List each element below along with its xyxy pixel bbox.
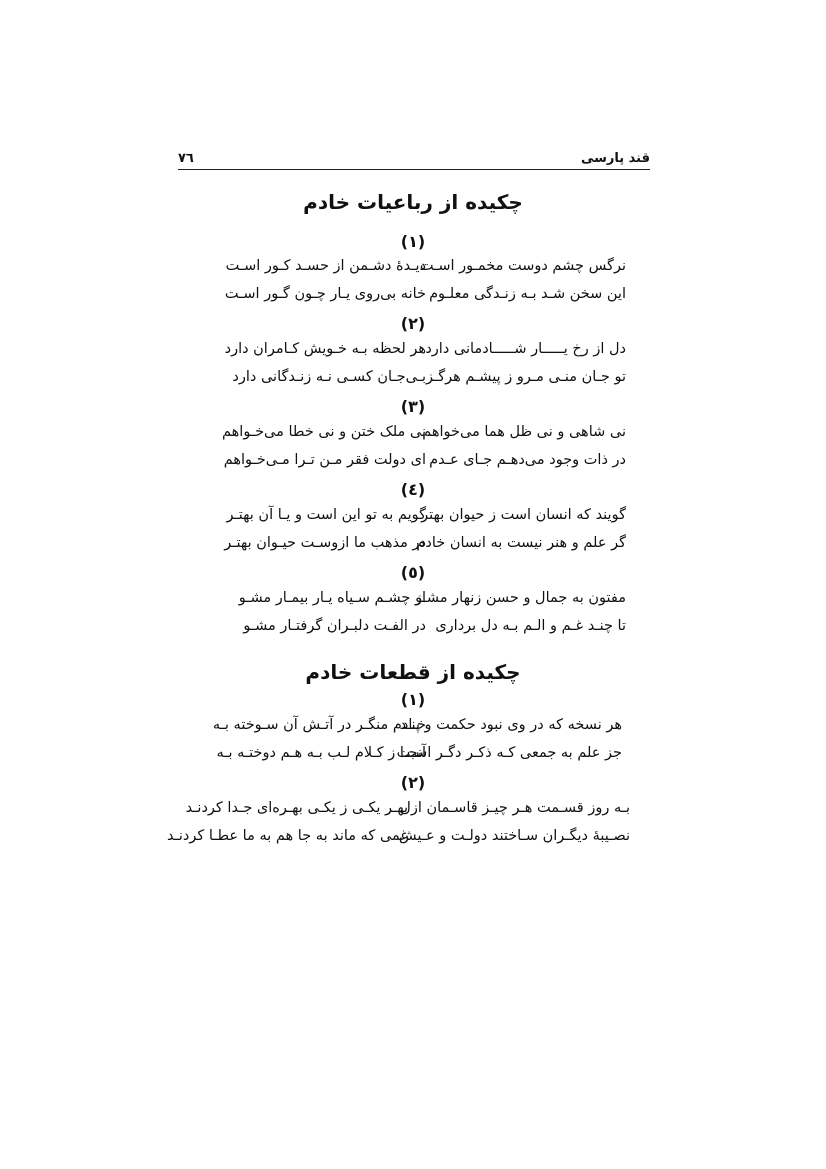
verse-hemistich-second: نی ملک ختن و نی خطا می‌خـواهم bbox=[222, 424, 426, 440]
section-title-qataat: چکیده از قطعات خادم bbox=[305, 660, 521, 684]
verse-hemistich-first: نی شاهی و نی ظل هما می‌خواهم bbox=[422, 424, 626, 440]
verse-line bbox=[224, 535, 626, 559]
poem-number: (١) bbox=[400, 690, 426, 709]
verse-line bbox=[206, 745, 622, 769]
poem-number: (٥) bbox=[400, 563, 426, 582]
verse-hemistich-second: در مذهب ما ازوسـت حیـوان بهتـر bbox=[224, 535, 426, 551]
verse-hemistich-first: جز علم به جمعی کـه ذکـر دگـر اسـت bbox=[396, 745, 622, 761]
page-number: ٧٦ bbox=[178, 151, 194, 166]
verse-hemistich-first: گویند که انسان است ز حیوان بهتر bbox=[421, 507, 626, 523]
verse-line bbox=[185, 800, 630, 824]
verse-hemistich-second: گویم به تو این است و یـا آن بهتـر bbox=[226, 507, 426, 523]
verse-line bbox=[228, 507, 626, 531]
verse-hemistich-first: دل از رخ یـــــار شـــــادمانی دارد bbox=[425, 341, 626, 357]
verse-hemistich-second: هر لحظه بـه خـویش کـامران دارد bbox=[224, 341, 426, 357]
poem-number: (٢) bbox=[400, 773, 426, 792]
verse-line bbox=[224, 286, 626, 310]
verse-hemistich-second: خـادم منگـر در آتـش آن سـوخته بـه bbox=[212, 717, 426, 733]
poem-number: (٢) bbox=[400, 314, 426, 333]
verse-line bbox=[228, 618, 626, 642]
poem-number: (٣) bbox=[400, 397, 426, 416]
poem-number: (١) bbox=[400, 232, 426, 251]
verse-hemistich-first: بـه روز قسـمت هـر چیـز قاسـمان ازل bbox=[400, 800, 630, 816]
verse-hemistich-first: این سخن شـد بـه زنـدگی معلـوم bbox=[429, 286, 626, 302]
verse-hemistich-second: آنجـا ز کـلام لـب بـه هـم دوختـه بـه bbox=[216, 745, 426, 761]
verse-line bbox=[223, 452, 626, 476]
verse-hemistich-second: خانه بی‌روی یـار چـون گـور اسـت bbox=[224, 286, 426, 302]
verse-hemistich-first: نصـیبهٔ دیگـران سـاختند دولـت و عـیش bbox=[398, 828, 630, 844]
verse-hemistich-first: مفتون به جمال و حسن زنهار مشـو bbox=[415, 590, 626, 606]
running-header bbox=[178, 146, 650, 170]
verse-hemistich-second: غمی که ماند به جا هم به ما عطـا کردنـد bbox=[167, 828, 408, 844]
verse-hemistich-first: تا چنـد غـم و الـم بـه دل برداری bbox=[435, 618, 626, 634]
verse-hemistich-first: نرگس چشم دوست مخمـور اسـت bbox=[419, 258, 626, 274]
section-title-rubaiyat: چکیده از رباعیات خادم bbox=[303, 190, 523, 214]
verse-hemistich-second: دیـدهٔ دشـمن از حسـد کـور اسـت bbox=[225, 258, 426, 274]
verse-hemistich-second: در الفـت دلبـران گرفتـار مشـو bbox=[243, 618, 426, 634]
verse-line bbox=[225, 258, 626, 282]
verse-hemistich-first: تو جـان منـی مـرو ز پیشـم هرگـز bbox=[426, 369, 626, 385]
verse-hemistich-second: بـی‌جـان کسـی نـه زنـدگانی دارد bbox=[232, 369, 426, 385]
book-title: قند پارسی bbox=[580, 151, 650, 166]
verse-line bbox=[228, 590, 626, 614]
verse-hemistich-first: گر علم و هنر نیست به انسان خادم bbox=[416, 535, 626, 551]
verse-hemistich-first: هر نسخه که در وی نبود حکمت و پنـد bbox=[399, 717, 622, 733]
verse-line bbox=[222, 424, 626, 448]
verse-line bbox=[224, 341, 626, 365]
verse-line bbox=[206, 717, 622, 741]
verse-hemistich-second: ای دولت فقر مـن تـرا مـی‌خـواهم bbox=[223, 452, 426, 468]
verse-line bbox=[167, 828, 630, 852]
verse-hemistich-second: بهـر یکـی ز یکـی بهـره‌ای جـدا کردنـد bbox=[185, 800, 408, 816]
verse-line bbox=[228, 369, 626, 393]
verse-hemistich-second: از چشـم سـیاه یـار بیمـار مشـو bbox=[238, 590, 426, 606]
poem-number: (٤) bbox=[400, 480, 426, 499]
verse-hemistich-first: در ذات وجود می‌دهـم جـای عـدم bbox=[429, 452, 626, 468]
